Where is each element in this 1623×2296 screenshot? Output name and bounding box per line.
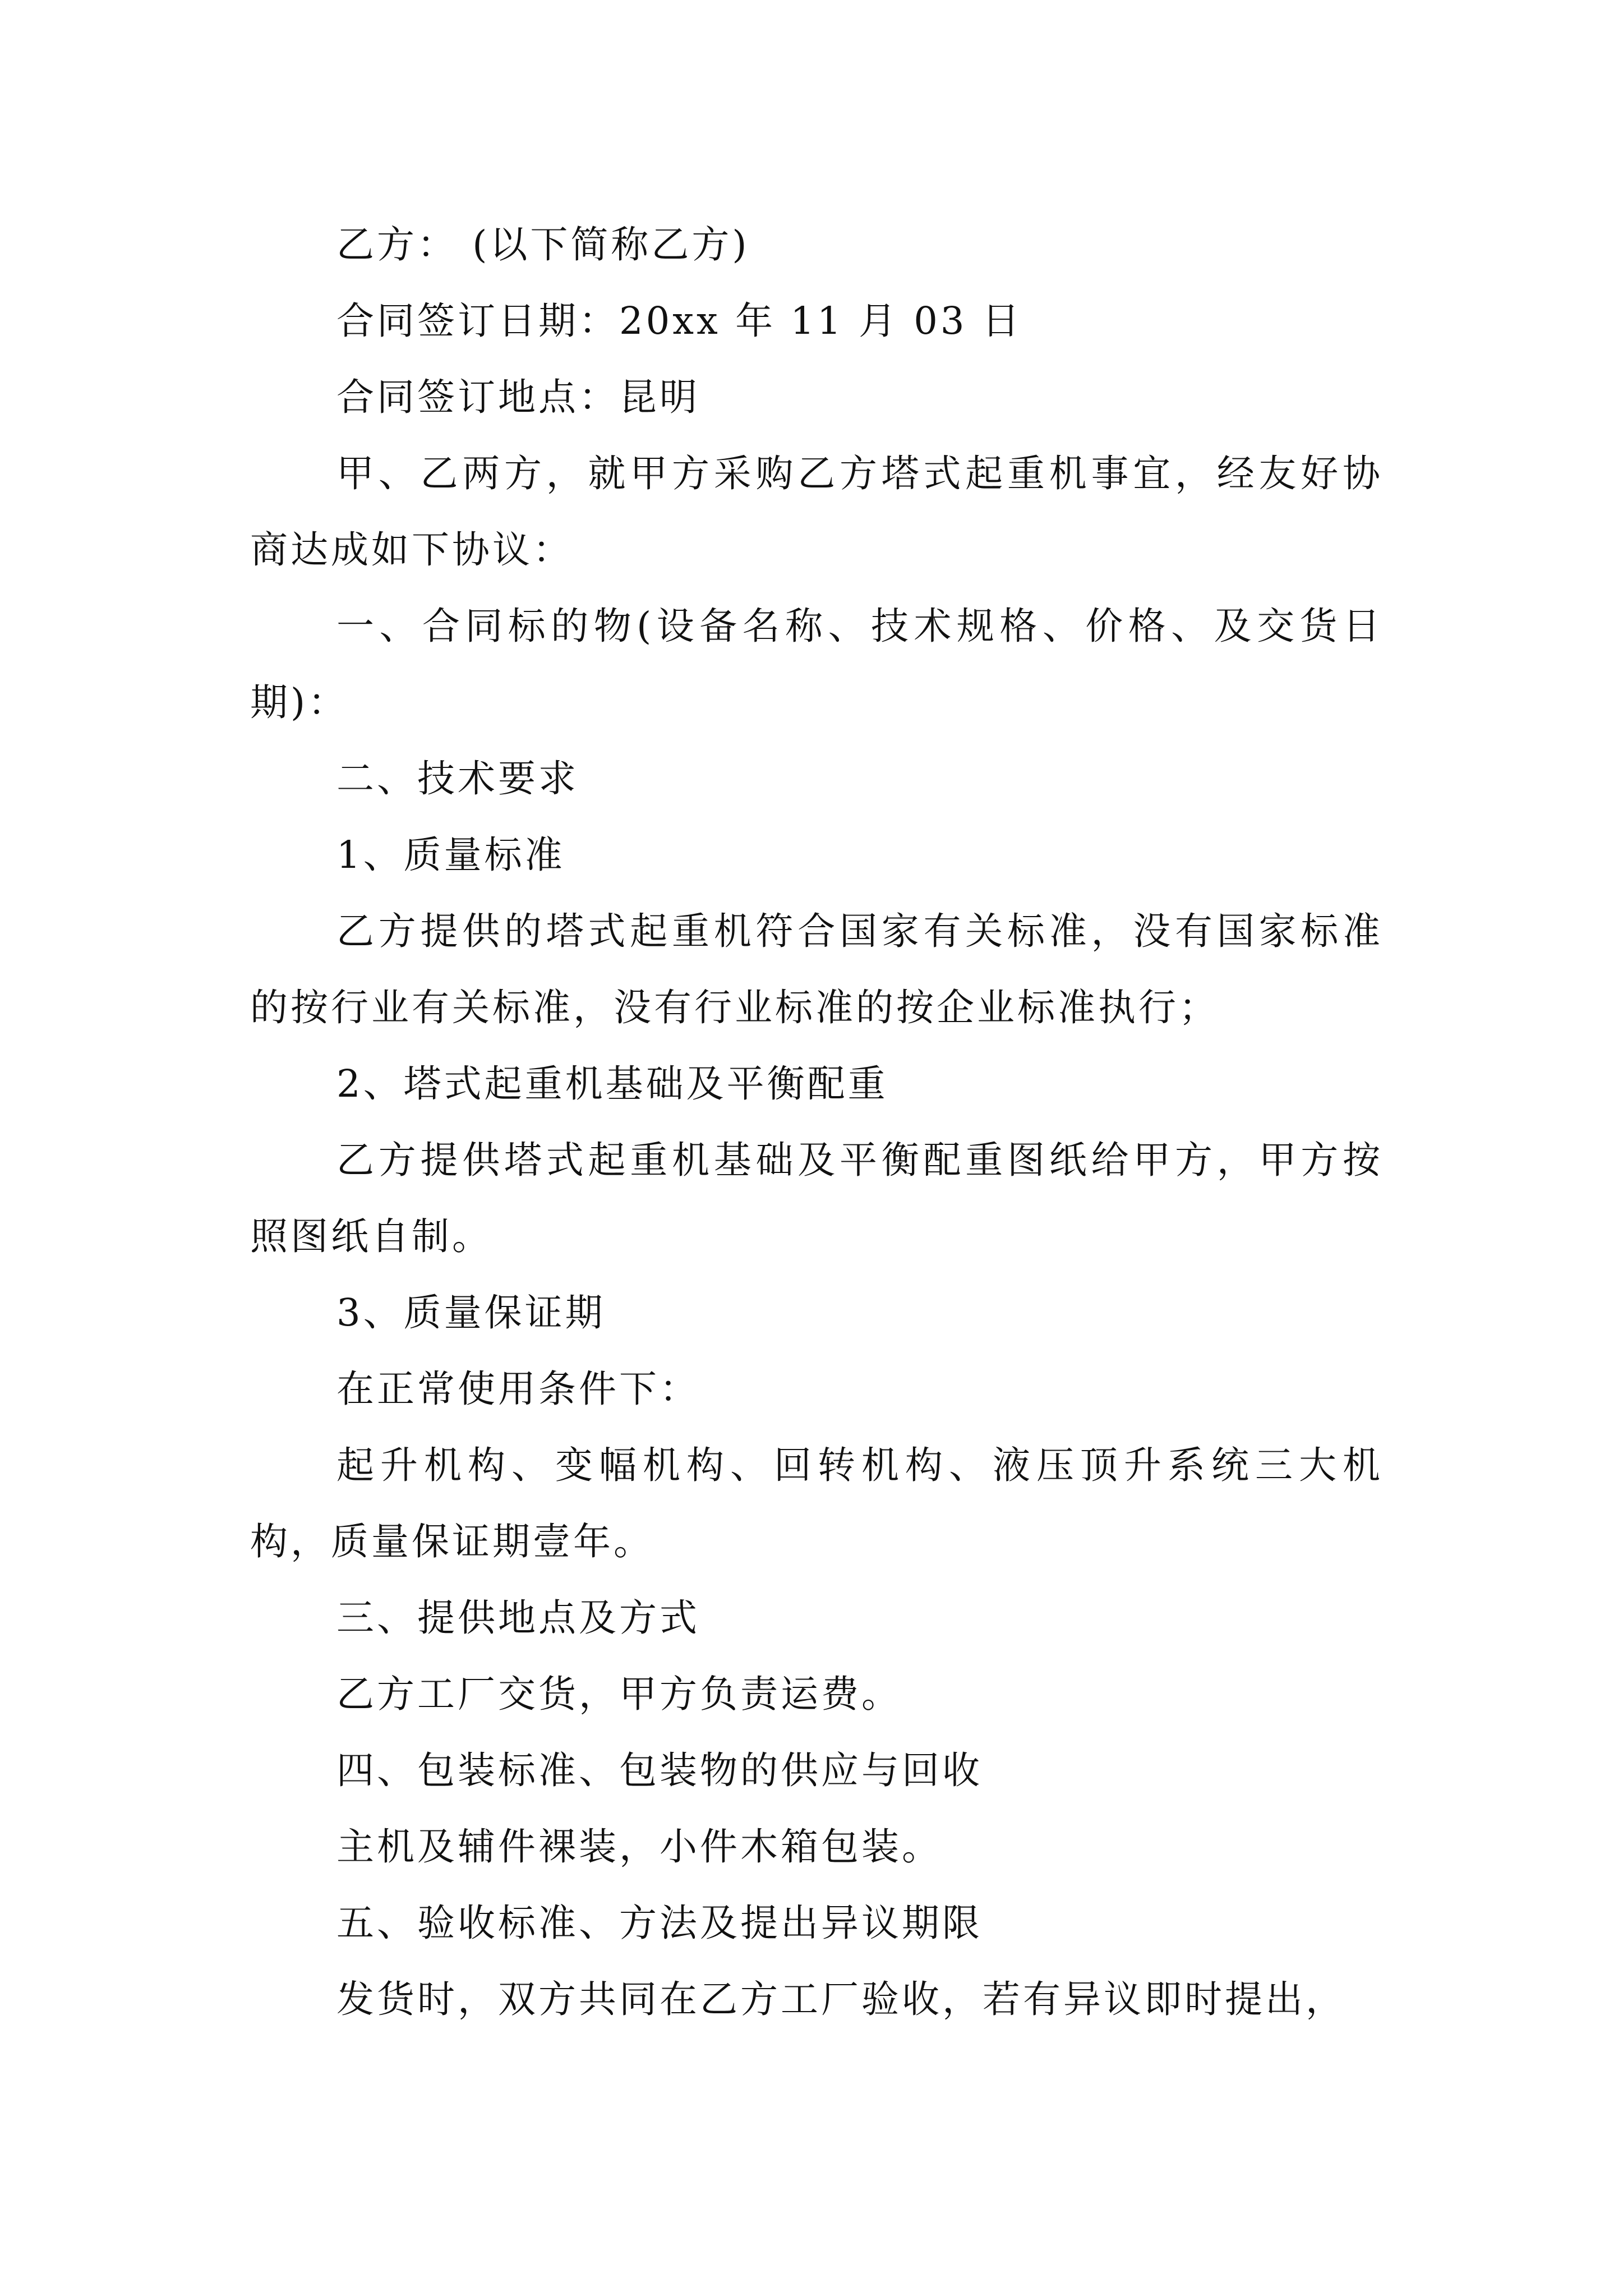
section-heading-subject-matter: 一、合同标的物(设备名称、技术规格、价格、及交货日期)：: [250, 604, 1383, 724]
signing-date-line: 合同签订日期：20xx 年 11 月 03 日: [336, 299, 1022, 343]
signing-place-line: 合同签订地点：昆明: [336, 375, 700, 419]
subheading-quality-standard: 1、质量标准: [336, 833, 565, 877]
document-body: [250, 206, 1383, 2037]
section-heading-delivery: 三、提供地点及方式: [336, 1596, 700, 1640]
section-heading-acceptance: 五、验收标准、方法及提出异议期限: [336, 1901, 983, 1945]
agreement-intro-paragraph: 甲、乙两方，就甲方采购乙方塔式起重机事宜，经友好协商达成如下协议：: [250, 452, 1383, 572]
acceptance-paragraph: 发货时，双方共同在乙方工厂验收，若有异议即时提出，: [336, 1977, 1346, 2021]
foundation-counterweight-paragraph: 乙方提供塔式起重机基础及平衡配重图纸给甲方，甲方按照图纸自制。: [250, 1138, 1383, 1258]
section-heading-technical-requirements: 二、技术要求: [336, 757, 579, 800]
section-heading-packaging: 四、包装标准、包装物的供应与回收: [336, 1749, 983, 1792]
packaging-paragraph: 主机及辅件裸装，小件木箱包装。: [336, 1825, 942, 1869]
warranty-paragraph: 起升机构、变幅机构、回转机构、液压顶升系统三大机构，质量保证期壹年。: [250, 1443, 1383, 1563]
warranty-condition-line: 在正常使用条件下：: [336, 1367, 700, 1411]
quality-standard-paragraph: 乙方提供的塔式起重机符合国家有关标准，没有国家标准的按行业有关标准，没有行业标准的按企业标准执行；: [250, 909, 1383, 1029]
subheading-warranty-period: 3、质量保证期: [336, 1291, 606, 1335]
party-b-line: 乙方： (以下简称乙方): [336, 223, 750, 266]
delivery-paragraph: 乙方工厂交货，甲方负责运费。: [336, 1672, 902, 1716]
subheading-foundation-counterweight: 2、塔式起重机基础及平衡配重: [336, 1062, 888, 1106]
